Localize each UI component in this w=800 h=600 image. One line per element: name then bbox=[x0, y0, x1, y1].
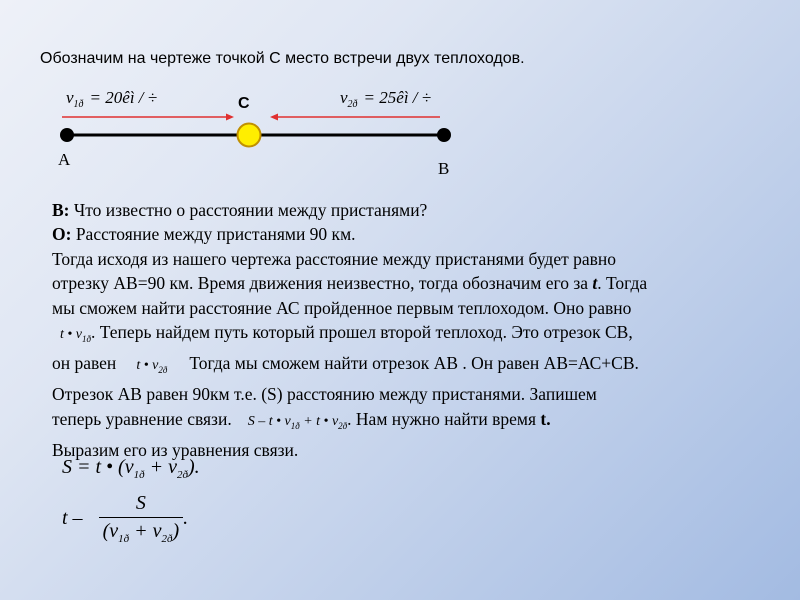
formula-t-v1: t • $v_{1ð}$ bbox=[60, 327, 92, 344]
text-line-3: мы сможем найти расстояние АС пройденное первым теплоходом. Оно равно bbox=[52, 297, 632, 318]
text-line-5 bbox=[52, 351, 752, 382]
formula-t-v2: t • $v_{2ð}$ bbox=[136, 358, 168, 376]
fraction-numerator: S bbox=[135, 492, 146, 514]
line2-end: . Тогда bbox=[597, 273, 648, 294]
line4-text: . Теперь найдем путь который прошел второй теплоход. Это отрезок СВ, bbox=[91, 322, 633, 343]
arrow-head-right bbox=[226, 114, 234, 121]
slide-title: Обозначим на чертеже точкой С место встречи двух теплоходов. bbox=[40, 50, 525, 67]
eq2-lhs: t – bbox=[62, 507, 83, 529]
line5-start: он равен bbox=[52, 353, 117, 374]
fraction-denominator: $(v_{1ð} + v_{2ð})$ bbox=[99, 517, 184, 545]
answer-text: Расстояние между пристанями 90 км. bbox=[71, 224, 356, 245]
v2-formula: $v_{2ð}$ = 25êì / ÷ bbox=[340, 88, 432, 110]
line7-start: теперь уравнение связи. bbox=[52, 408, 232, 429]
text-line-6: Отрезок АВ равен 90км т.е. (S) расстоянию между пристанями. Запишем bbox=[52, 384, 597, 405]
time-fraction bbox=[99, 492, 184, 545]
equation-distance: S = t • $(v_{1ð} + v_{2ð})$. bbox=[62, 456, 200, 481]
point-a bbox=[60, 128, 74, 142]
point-c-label: C bbox=[238, 95, 250, 112]
eq2-dot: . bbox=[183, 507, 189, 529]
text-line-8: Выразим его из уравнения связи. bbox=[52, 440, 299, 461]
answer-label: О: bbox=[52, 224, 72, 245]
point-b-label: B bbox=[438, 159, 450, 178]
line2-text: отрезку АВ=90 км. Время движения неизвестно, тогда обозначим его за bbox=[52, 273, 589, 294]
point-a-label: A bbox=[58, 150, 71, 169]
v1-formula: $v_{1ð}$ = 20êì / ÷ bbox=[66, 88, 158, 110]
text-line-4 bbox=[52, 320, 752, 351]
line7-mid: . Нам нужно найти время bbox=[347, 408, 537, 429]
text-line-2 bbox=[52, 271, 752, 295]
explanation-text bbox=[52, 198, 752, 462]
point-b bbox=[437, 128, 451, 142]
motion-diagram bbox=[0, 0, 800, 200]
text-line-7 bbox=[52, 407, 752, 438]
question-label: В: bbox=[52, 200, 70, 220]
arrow-head-left bbox=[270, 114, 278, 121]
formula-relation: S – t • $v_{1ð} + t$ • $v_{2ð}$ bbox=[247, 413, 348, 431]
answer-line bbox=[52, 222, 752, 246]
variable-t: t bbox=[592, 273, 598, 294]
line5-end: Тогда мы сможем найти отрезок АВ . Он равен АВ=АС+СВ. bbox=[189, 353, 639, 374]
text-line-1: Тогда исходя из нашего чертежа расстояние между пристанями будет равно bbox=[52, 248, 617, 269]
point-c bbox=[238, 124, 261, 147]
question-text: Что известно о расстоянии между пристанями? bbox=[69, 200, 428, 220]
equation-time bbox=[62, 492, 188, 545]
question-line bbox=[52, 198, 752, 222]
line7-t: t. bbox=[540, 408, 551, 429]
